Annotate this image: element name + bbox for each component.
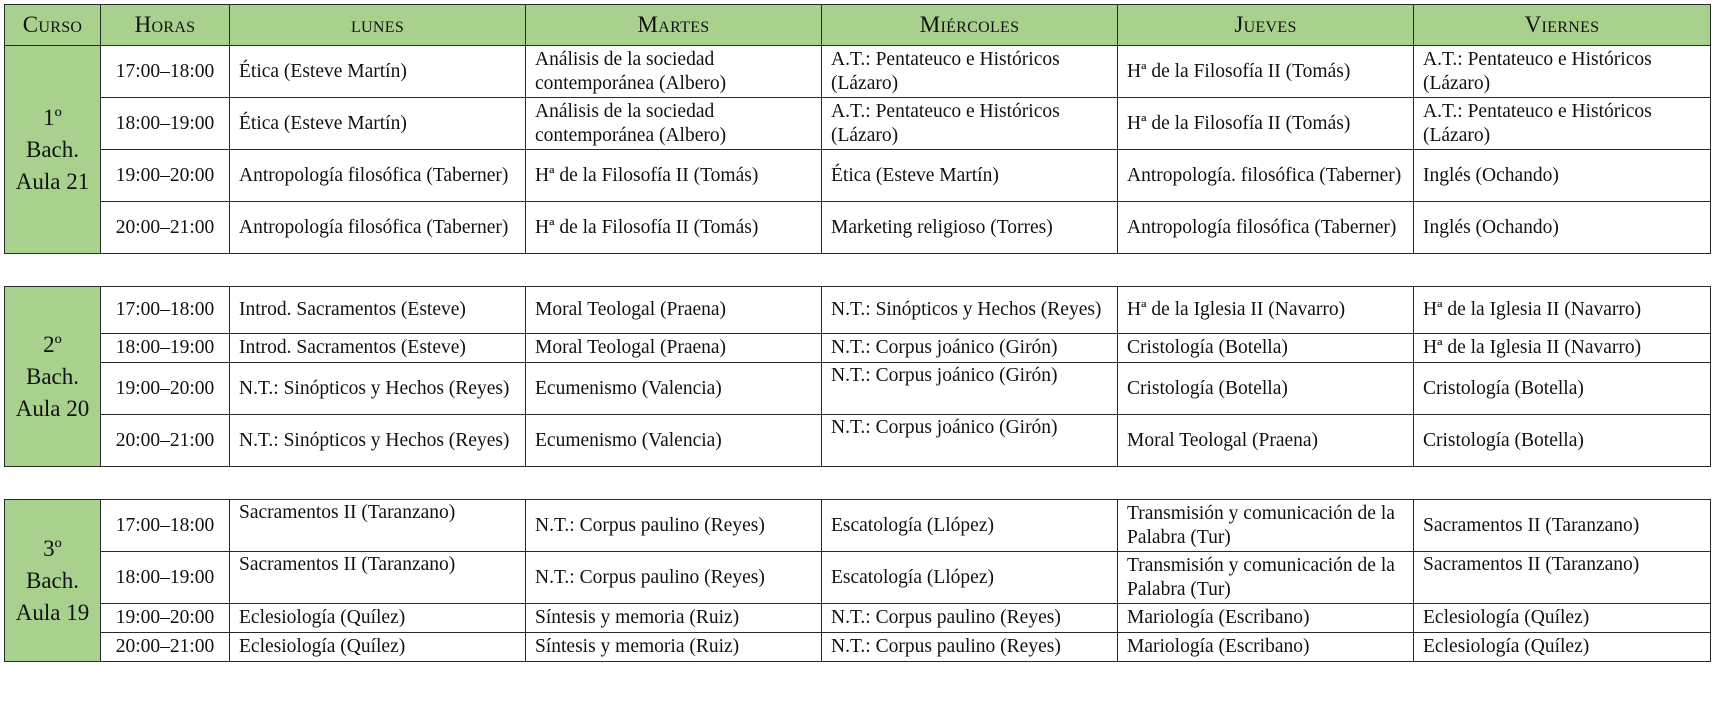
curso-level: 3º xyxy=(43,535,62,561)
curso-cell-2 xyxy=(5,287,101,467)
schedule-table xyxy=(4,4,1711,662)
hour-cell: 20:00–21:00 xyxy=(101,415,230,467)
class-cell: Síntesis y memoria (Ruiz) xyxy=(526,633,822,662)
class-cell: Transmisión y comunicación de la Palabra (Tur) xyxy=(1118,552,1414,604)
class-cell: Introd. Sacramentos (Esteve) xyxy=(230,287,526,334)
class-cell: N.T.: Corpus joánico (Girón) xyxy=(822,363,1118,415)
class-cell: Moral Teologal (Praena) xyxy=(526,334,822,363)
header-jueves: Jueves xyxy=(1118,5,1414,46)
class-cell: Antropología filosófica (Taberner) xyxy=(230,150,526,202)
class-cell: A.T.: Pentateuco e Históricos (Lázaro) xyxy=(1414,98,1711,150)
hour-cell: 18:00–19:00 xyxy=(101,552,230,604)
class-cell: Mariología (Escribano) xyxy=(1118,633,1414,662)
class-cell: Inglés (Ochando) xyxy=(1414,202,1711,254)
table-row xyxy=(5,98,1711,150)
class-cell: Cristología (Botella) xyxy=(1118,363,1414,415)
curso-room: Aula 19 xyxy=(15,599,90,625)
class-cell: N.T.: Corpus joánico (Girón) xyxy=(822,334,1118,363)
class-cell: Análisis de la sociedad contemporánea (Albero) xyxy=(526,98,822,150)
class-cell: Moral Teologal (Praena) xyxy=(1118,415,1414,467)
class-cell: Ética (Esteve Martín) xyxy=(230,98,526,150)
hour-cell: 20:00–21:00 xyxy=(101,202,230,254)
class-cell: Antropología filosófica (Taberner) xyxy=(1118,202,1414,254)
class-cell: N.T.: Corpus paulino (Reyes) xyxy=(526,500,822,552)
spacer-cell xyxy=(5,254,1711,287)
class-cell: Sacramentos II (Taranzano) xyxy=(230,500,526,552)
curso-level: 1º xyxy=(43,104,62,130)
hour-cell: 18:00–19:00 xyxy=(101,334,230,363)
class-cell: Moral Teologal (Praena) xyxy=(526,287,822,334)
class-cell: N.T.: Corpus paulino (Reyes) xyxy=(822,604,1118,633)
header-miercoles: Miércoles xyxy=(822,5,1118,46)
table-row xyxy=(5,415,1711,467)
class-cell: Antropología. filosófica (Taberner) xyxy=(1118,150,1414,202)
class-cell: N.T.: Sinópticos y Hechos (Reyes) xyxy=(822,287,1118,334)
class-cell: Escatología (Llópez) xyxy=(822,552,1118,604)
hour-cell: 20:00–21:00 xyxy=(101,633,230,662)
curso-room: Aula 21 xyxy=(15,168,90,194)
hour-cell: 19:00–20:00 xyxy=(101,150,230,202)
curso-cell-1 xyxy=(5,46,101,254)
header-lunes: lunes xyxy=(230,5,526,46)
table-row xyxy=(5,363,1711,415)
table-row xyxy=(5,604,1711,633)
table-row xyxy=(5,633,1711,662)
table-row xyxy=(5,287,1711,334)
class-cell: Sacramentos II (Taranzano) xyxy=(1414,500,1711,552)
class-cell: Marketing religioso (Torres) xyxy=(822,202,1118,254)
class-cell: Sacramentos II (Taranzano) xyxy=(1414,552,1711,604)
table-row xyxy=(5,46,1711,98)
class-cell: N.T.: Sinópticos y Hechos (Reyes) xyxy=(230,363,526,415)
class-cell: Ecumenismo (Valencia) xyxy=(526,415,822,467)
hour-cell: 17:00–18:00 xyxy=(101,287,230,334)
class-cell: Hª de la Iglesia II (Navarro) xyxy=(1414,334,1711,363)
class-cell: A.T.: Pentateuco e Históricos (Lázaro) xyxy=(822,46,1118,98)
class-cell: Hª de la Iglesia II (Navarro) xyxy=(1118,287,1414,334)
class-cell: Antropología filosófica (Taberner) xyxy=(230,202,526,254)
class-cell: Cristología (Botella) xyxy=(1118,334,1414,363)
class-cell: Escatología (Llópez) xyxy=(822,500,1118,552)
class-cell: Hª de la Filosofía II (Tomás) xyxy=(1118,98,1414,150)
header-curso: Curso xyxy=(5,5,101,46)
class-cell: Hª de la Filosofía II (Tomás) xyxy=(1118,46,1414,98)
class-cell: Ética (Esteve Martín) xyxy=(822,150,1118,202)
group-spacer xyxy=(5,467,1711,500)
class-cell: Análisis de la sociedad contemporánea (Albero) xyxy=(526,46,822,98)
class-cell: Ética (Esteve Martín) xyxy=(230,46,526,98)
table-row xyxy=(5,500,1711,552)
class-cell: Sacramentos II (Taranzano) xyxy=(230,552,526,604)
group-spacer xyxy=(5,254,1711,287)
class-cell: Introd. Sacramentos (Esteve) xyxy=(230,334,526,363)
table-row xyxy=(5,202,1711,254)
class-cell: A.T.: Pentateuco e Históricos (Lázaro) xyxy=(1414,46,1711,98)
table-row xyxy=(5,150,1711,202)
hour-cell: 17:00–18:00 xyxy=(101,500,230,552)
class-cell: Transmisión y comunicación de la Palabra (Tur) xyxy=(1118,500,1414,552)
class-cell: N.T.: Corpus paulino (Reyes) xyxy=(526,552,822,604)
curso-type: Bach. xyxy=(25,363,79,389)
header-horas: Horas xyxy=(101,5,230,46)
class-cell: A.T.: Pentateuco e Históricos (Lázaro) xyxy=(822,98,1118,150)
class-cell: N.T.: Sinópticos y Hechos (Reyes) xyxy=(230,415,526,467)
hour-cell: 17:00–18:00 xyxy=(101,46,230,98)
hour-cell: 19:00–20:00 xyxy=(101,604,230,633)
table-row xyxy=(5,552,1711,604)
class-cell: Cristología (Botella) xyxy=(1414,363,1711,415)
class-cell: Ecumenismo (Valencia) xyxy=(526,363,822,415)
class-cell: Hª de la Filosofía II (Tomás) xyxy=(526,202,822,254)
class-cell: Eclesiología (Quílez) xyxy=(1414,604,1711,633)
curso-type: Bach. xyxy=(25,567,79,593)
curso-cell-3 xyxy=(5,500,101,662)
class-cell: N.T.: Corpus paulino (Reyes) xyxy=(822,633,1118,662)
curso-room: Aula 20 xyxy=(15,395,90,421)
class-cell: Hª de la Iglesia II (Navarro) xyxy=(1414,287,1711,334)
class-cell: N.T.: Corpus joánico (Girón) xyxy=(822,415,1118,467)
header-martes: Martes xyxy=(526,5,822,46)
table-row xyxy=(5,334,1711,363)
class-cell: Eclesiología (Quílez) xyxy=(230,633,526,662)
curso-level: 2º xyxy=(43,331,62,357)
curso-type: Bach. xyxy=(25,136,79,162)
class-cell: Mariología (Escribano) xyxy=(1118,604,1414,633)
header-row xyxy=(5,5,1711,46)
class-cell: Inglés (Ochando) xyxy=(1414,150,1711,202)
class-cell: Cristología (Botella) xyxy=(1414,415,1711,467)
class-cell: Eclesiología (Quílez) xyxy=(230,604,526,633)
class-cell: Hª de la Filosofía II (Tomás) xyxy=(526,150,822,202)
spacer-cell xyxy=(5,467,1711,500)
class-cell: Síntesis y memoria (Ruiz) xyxy=(526,604,822,633)
hour-cell: 18:00–19:00 xyxy=(101,98,230,150)
header-viernes: Viernes xyxy=(1414,5,1711,46)
hour-cell: 19:00–20:00 xyxy=(101,363,230,415)
class-cell: Eclesiología (Quílez) xyxy=(1414,633,1711,662)
